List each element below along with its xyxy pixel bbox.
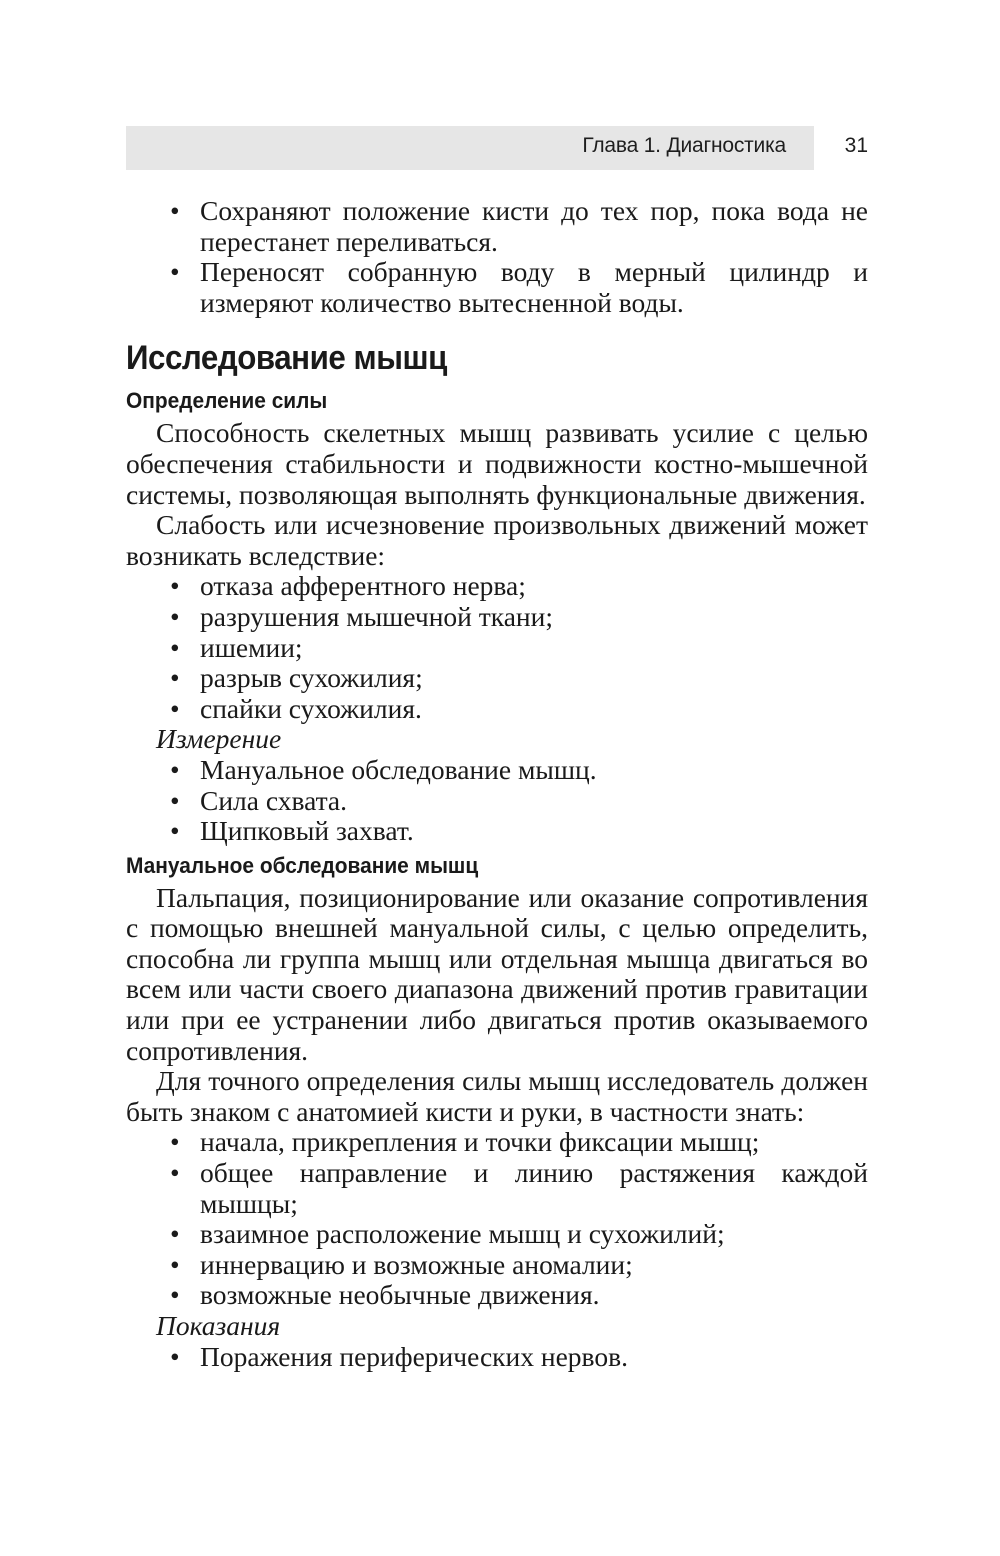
list-item: • иннервацию и возможные аномалии;: [200, 1250, 868, 1281]
list-item: • разрыв сухожилия;: [200, 663, 868, 694]
section-title: Исследование мышц: [126, 339, 447, 378]
list-item: • Щипковый захват.: [200, 816, 868, 847]
list-item: • Мануальное обследование мышц.: [200, 755, 868, 786]
list-item: • Переносят собранную воду в мерный цилиндр и измеряют количество вытесненной воды.: [200, 257, 868, 318]
chapter-title: Глава 1. Диагностика: [582, 134, 786, 157]
intro-bullet-list: [126, 196, 868, 318]
list-item: • взаимное расположение мышц и сухожилий;: [200, 1219, 868, 1250]
page-content: [126, 196, 868, 1372]
measurement-list: [126, 755, 868, 847]
list-item: • Сила схвата.: [200, 786, 868, 817]
paragraph: Для точного определения силы мышц исследователь должен быть знаком с анатомией кисти и руки, в частности знать:: [126, 1065, 868, 1127]
list-item: • разрушения мышечной ткани;: [200, 602, 868, 633]
list-item: • общее направление и линию растяжения каждой мышцы;: [200, 1158, 868, 1219]
measurement-label: Измерение: [156, 723, 282, 755]
running-header: [126, 126, 868, 170]
paragraph: Слабость или исчезновение произвольных движений может возникать вследствие:: [126, 509, 868, 571]
list-item: • Поражения периферических нервов.: [200, 1342, 868, 1373]
causes-list: [126, 571, 868, 724]
page-number: 31: [844, 134, 868, 157]
indications-list: [126, 1342, 868, 1373]
list-item: • возможные необычные движения.: [200, 1280, 868, 1311]
subsection-title-strength: Определение силы: [126, 388, 328, 414]
list-item: • спайки сухожилия.: [200, 694, 868, 725]
list-item: • начала, прикрепления и точки фиксации мышц;: [200, 1127, 868, 1158]
paragraph: Пальпация, позиционирование или оказание сопротивления с помощью внешней мануальной силы, с целью определить, способна ли группа мышц или отдельная мышца двигаться во всем или части своего диапазона движений против гравитации или при ее устранении либо двигаться против оказываемого сопротивления.: [126, 881, 868, 1066]
subsection-title-manual: Мануальное обследование мышц: [126, 852, 479, 878]
list-item: • ишемии;: [200, 633, 868, 664]
list-item: • Сохраняют положение кисти до тех пор, пока вода не перестанет переливаться.: [200, 196, 868, 257]
indications-label: Показания: [156, 1310, 281, 1341]
knowledge-list: [126, 1127, 868, 1311]
list-item: • отказа афферентного нерва;: [200, 571, 868, 602]
paragraph: Способность скелетных мышц развивать усилие с целью обеспечения стабильности и подвижности костно-мышечной системы, позволяющая выполнять функциональные движения.: [126, 417, 868, 510]
